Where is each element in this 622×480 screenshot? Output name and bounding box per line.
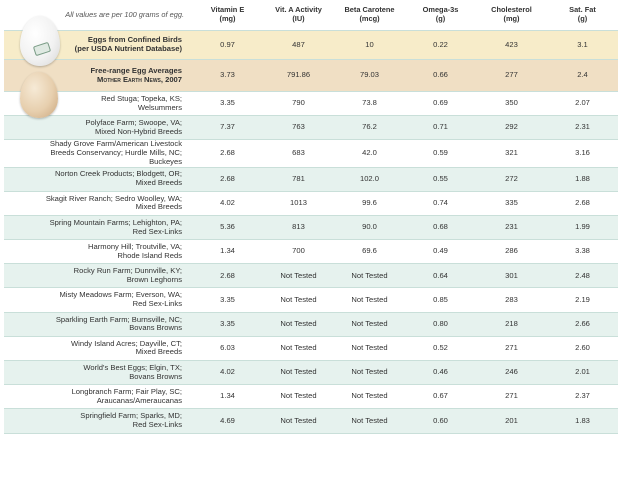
- value-cell: 283: [476, 288, 547, 312]
- table-row: [4, 385, 618, 409]
- value-cell: 1.34: [192, 385, 263, 409]
- brown-egg-icon: [20, 72, 58, 118]
- value-cell: 2.37: [547, 385, 618, 409]
- value-cell: 0.22: [405, 31, 476, 60]
- value-cell: 2.07: [547, 92, 618, 116]
- value-cell: 201: [476, 409, 547, 433]
- farm-text: Brown Leghorns: [126, 274, 182, 284]
- table-row: [4, 312, 618, 336]
- col-cholesterol: Cholesterol (mg): [476, 0, 547, 31]
- farm-text: Bovans Browns: [129, 371, 182, 381]
- col-vit-a: Vit. A Activity (IU): [263, 0, 334, 31]
- farm-text: Mother Earth News, 2007: [97, 74, 182, 84]
- farm-text: Norton Creek Products; Blodgett, OR;: [54, 169, 182, 179]
- farm-text: Windy Island Acres; Dayville, CT;: [71, 338, 182, 348]
- value-cell: 10: [334, 31, 405, 60]
- farm-cell: [4, 215, 192, 239]
- farm-text: Free-range Egg Averages: [90, 65, 182, 75]
- value-cell: 3.35: [192, 288, 263, 312]
- value-cell: 4.69: [192, 409, 263, 433]
- value-cell: 2.68: [192, 167, 263, 191]
- unit-cholesterol: (mg): [503, 14, 520, 23]
- col-vitamin-e: Vitamin E (mg): [192, 0, 263, 31]
- value-cell: 2.31: [547, 116, 618, 140]
- farm-text: Mixed Breeds: [135, 178, 182, 188]
- value-cell: 1.88: [547, 167, 618, 191]
- farm-text: Shady Grove Farm/American Livestock: [49, 139, 182, 149]
- value-cell: 0.49: [405, 240, 476, 264]
- value-cell: Not Tested: [263, 288, 334, 312]
- value-cell: 5.36: [192, 215, 263, 239]
- farm-text: Araucanas/Ameraucanas: [96, 395, 182, 405]
- value-cell: 0.74: [405, 191, 476, 215]
- header-row: [4, 0, 618, 31]
- unit-omega-3s: (g): [435, 14, 446, 23]
- value-cell: 1013: [263, 191, 334, 215]
- value-cell: Not Tested: [334, 312, 405, 336]
- value-cell: 763: [263, 116, 334, 140]
- value-cell: 0.46: [405, 361, 476, 385]
- col-beta-carotene: Beta Carotene (mcg): [334, 0, 405, 31]
- unit-vit-a: (IU): [292, 14, 305, 23]
- farm-text: Red Sex-Links: [132, 226, 182, 236]
- farm-text: Red Stuga; Topeka, KS;: [101, 93, 182, 103]
- farm-cell: [4, 264, 192, 288]
- farm-text: Rhode Island Reds: [117, 250, 182, 260]
- farm-text: Eggs from Confined Birds: [87, 35, 182, 45]
- value-cell: 69.6: [334, 240, 405, 264]
- value-cell: 73.8: [334, 92, 405, 116]
- value-cell: 79.03: [334, 60, 405, 92]
- value-cell: 286: [476, 240, 547, 264]
- per-100g-note: All values are per 100 grams of egg.: [4, 0, 192, 31]
- value-cell: 246: [476, 361, 547, 385]
- farm-cell: [4, 336, 192, 360]
- value-cell: 102.0: [334, 167, 405, 191]
- value-cell: 813: [263, 215, 334, 239]
- egg-nutrition-table: [4, 0, 618, 434]
- value-cell: Not Tested: [263, 385, 334, 409]
- value-cell: 1.99: [547, 215, 618, 239]
- value-cell: 0.55: [405, 167, 476, 191]
- value-cell: 271: [476, 385, 547, 409]
- farm-text: Mixed Breeds: [135, 202, 182, 212]
- table-row: [4, 116, 618, 140]
- value-cell: 277: [476, 60, 547, 92]
- unit-vitamin-e: (mg): [219, 14, 236, 23]
- white-egg-icon: [20, 16, 60, 66]
- farm-cell: [4, 116, 192, 140]
- value-cell: 2.4: [547, 60, 618, 92]
- value-cell: 2.66: [547, 312, 618, 336]
- value-cell: 76.2: [334, 116, 405, 140]
- value-cell: 2.01: [547, 361, 618, 385]
- value-cell: Not Tested: [263, 312, 334, 336]
- farm-text: (per USDA Nutrient Database): [74, 44, 182, 53]
- value-cell: Not Tested: [334, 409, 405, 433]
- value-cell: 301: [476, 264, 547, 288]
- table-row: [4, 140, 618, 167]
- table-row: [4, 92, 618, 116]
- value-cell: 2.48: [547, 264, 618, 288]
- value-cell: Not Tested: [263, 361, 334, 385]
- value-cell: 231: [476, 215, 547, 239]
- value-cell: 272: [476, 167, 547, 191]
- value-cell: 42.0: [334, 140, 405, 167]
- farm-cell: [4, 385, 192, 409]
- farm-cell: [4, 191, 192, 215]
- farm-cell: [4, 409, 192, 433]
- value-cell: Not Tested: [334, 361, 405, 385]
- value-cell: 218: [476, 312, 547, 336]
- farm-text: Spring Mountain Farms; Lehighton, PA;: [49, 217, 182, 227]
- farm-cell: [4, 288, 192, 312]
- table-row: [4, 361, 618, 385]
- value-cell: 350: [476, 92, 547, 116]
- value-cell: 423: [476, 31, 547, 60]
- value-cell: 0.64: [405, 264, 476, 288]
- value-cell: Not Tested: [334, 385, 405, 409]
- farm-cell: [4, 240, 192, 264]
- table-row: [4, 31, 618, 60]
- value-cell: 4.02: [192, 191, 263, 215]
- value-cell: 2.19: [547, 288, 618, 312]
- table-row: [4, 191, 618, 215]
- value-cell: 781: [263, 167, 334, 191]
- farm-text: Mixed Non-Hybrid Breeds: [95, 126, 182, 136]
- value-cell: 3.16: [547, 140, 618, 167]
- table-row: [4, 60, 618, 92]
- value-cell: Not Tested: [334, 336, 405, 360]
- farm-text: World's Best Eggs; Elgin, TX;: [83, 362, 182, 372]
- col-omega-3s: Omega-3s (g): [405, 0, 476, 31]
- value-cell: 790: [263, 92, 334, 116]
- value-cell: 0.97: [192, 31, 263, 60]
- farm-cell: [4, 140, 192, 167]
- farm-text: Red Sex-Links: [132, 420, 182, 429]
- value-cell: 791.86: [263, 60, 334, 92]
- table-row: [4, 264, 618, 288]
- table-row: [4, 215, 618, 239]
- value-cell: 0.69: [405, 92, 476, 116]
- value-cell: 7.37: [192, 116, 263, 140]
- value-cell: 0.80: [405, 312, 476, 336]
- farm-text: Longbranch Farm; Fair Play, SC;: [71, 387, 182, 397]
- value-cell: Not Tested: [263, 264, 334, 288]
- value-cell: Not Tested: [263, 336, 334, 360]
- table-row: [4, 288, 618, 312]
- farm-text: Mixed Breeds: [135, 347, 182, 357]
- value-cell: 0.68: [405, 215, 476, 239]
- value-cell: 2.68: [547, 191, 618, 215]
- value-cell: Not Tested: [334, 264, 405, 288]
- farm-text: Polyface Farm; Swoope, VA;: [85, 118, 182, 128]
- farm-cell: [4, 312, 192, 336]
- farm-text: Sparkling Earth Farm; Burnsville, NC;: [55, 314, 182, 324]
- table-row: [4, 409, 618, 433]
- value-cell: 3.38: [547, 240, 618, 264]
- value-cell: 0.59: [405, 140, 476, 167]
- value-cell: 6.03: [192, 336, 263, 360]
- value-cell: 487: [263, 31, 334, 60]
- value-cell: 3.35: [192, 92, 263, 116]
- farm-text: Breeds Conservancy; Hurdle Mills, NC;: [50, 148, 182, 158]
- value-cell: 99.6: [334, 191, 405, 215]
- table-row: [4, 240, 618, 264]
- value-cell: 4.02: [192, 361, 263, 385]
- value-cell: 683: [263, 140, 334, 167]
- value-cell: 2.60: [547, 336, 618, 360]
- farm-text: Bovans Browns: [129, 323, 182, 333]
- value-cell: 1.34: [192, 240, 263, 264]
- value-cell: 0.52: [405, 336, 476, 360]
- value-cell: 0.85: [405, 288, 476, 312]
- table-row: [4, 167, 618, 191]
- value-cell: 321: [476, 140, 547, 167]
- farm-text: Springfield Farm; Sparks, MD;: [80, 411, 182, 421]
- value-cell: 2.68: [192, 140, 263, 167]
- value-cell: 271: [476, 336, 547, 360]
- value-cell: 2.68: [192, 264, 263, 288]
- unit-sat-fat: (g): [577, 14, 588, 23]
- value-cell: Not Tested: [263, 409, 334, 433]
- farm-text: Red Sex-Links: [132, 299, 182, 309]
- farm-text: Buckeyes: [149, 156, 182, 166]
- farm-text: Harmony Hill; Troutville, VA;: [88, 241, 182, 251]
- unit-beta-carotene: (mcg): [359, 14, 380, 23]
- value-cell: 0.66: [405, 60, 476, 92]
- value-cell: 0.71: [405, 116, 476, 140]
- value-cell: 700: [263, 240, 334, 264]
- table-row: [4, 336, 618, 360]
- value-cell: 90.0: [334, 215, 405, 239]
- value-cell: Not Tested: [334, 288, 405, 312]
- farm-cell: [4, 167, 192, 191]
- value-cell: 3.35: [192, 312, 263, 336]
- value-cell: 292: [476, 116, 547, 140]
- value-cell: 3.1: [547, 31, 618, 60]
- farm-text: Skagit River Ranch; Sedro Woolley, WA;: [45, 193, 182, 203]
- farm-cell: [4, 361, 192, 385]
- value-cell: 1.83: [547, 409, 618, 433]
- value-cell: 0.60: [405, 409, 476, 433]
- value-cell: 0.67: [405, 385, 476, 409]
- farm-text: Welsummers: [137, 102, 182, 112]
- farm-text: Misty Meadows Farm; Everson, WA;: [59, 290, 182, 300]
- value-cell: 335: [476, 191, 547, 215]
- farm-text: Rocky Run Farm; Dunnville, KY;: [73, 266, 182, 276]
- value-cell: 3.73: [192, 60, 263, 92]
- col-sat-fat: Sat. Fat (g): [547, 0, 618, 31]
